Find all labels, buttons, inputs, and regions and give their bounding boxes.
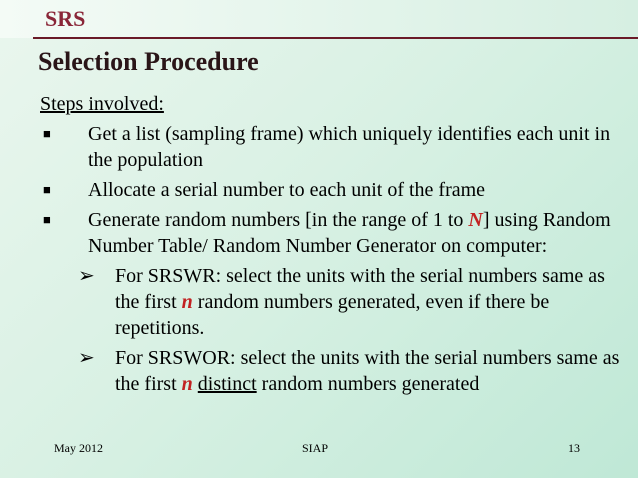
emphasis-n: n xyxy=(181,291,193,313)
black-square-icon: ■ xyxy=(43,126,51,141)
sub-item-text: For SRSWR: select the units with the serial numbers same as the first xyxy=(115,265,605,313)
footer-page-number: 13 xyxy=(568,441,580,455)
underlined-word: distinct xyxy=(197,373,257,395)
header-divider xyxy=(33,37,638,39)
list-item-text: ] using Random Number Table/ Random Number Generator on computer: xyxy=(88,209,611,257)
sub-item-text: random numbers generated, even if there be repetitions. xyxy=(115,291,550,339)
list-item-text: Get a list (sampling frame) which uniquely identifies each unit in the population xyxy=(88,123,611,171)
intro-text: Steps involved: xyxy=(40,93,164,115)
sub-list-item xyxy=(40,345,620,397)
sub-list-item xyxy=(40,263,620,341)
sub-item-text: random numbers generated xyxy=(256,373,480,395)
list-item xyxy=(40,177,620,203)
header-tag: SRS xyxy=(45,6,86,31)
list-item-text: Allocate a serial number to each unit of the frame xyxy=(88,179,486,201)
list-item xyxy=(40,121,620,173)
emphasis-n: n xyxy=(181,373,193,395)
emphasis-n-upper: N xyxy=(468,209,483,231)
list-item xyxy=(40,207,620,259)
black-square-icon: ■ xyxy=(43,212,51,227)
sub-item-text: For SRSWOR: select the units with the serial numbers same as the first xyxy=(115,347,620,395)
slide-header xyxy=(0,0,638,38)
arrowhead-icon: ➢ xyxy=(78,347,95,369)
footer-org: SIAP xyxy=(302,441,329,455)
arrowhead-icon: ➢ xyxy=(78,265,95,287)
footer-date: May 2012 xyxy=(54,441,103,455)
slide-body xyxy=(40,91,620,397)
black-square-icon: ■ xyxy=(43,182,51,197)
list-item-text: Generate random numbers [in the range of 1 to xyxy=(88,209,469,231)
page-title: Selection Procedure xyxy=(38,47,259,76)
